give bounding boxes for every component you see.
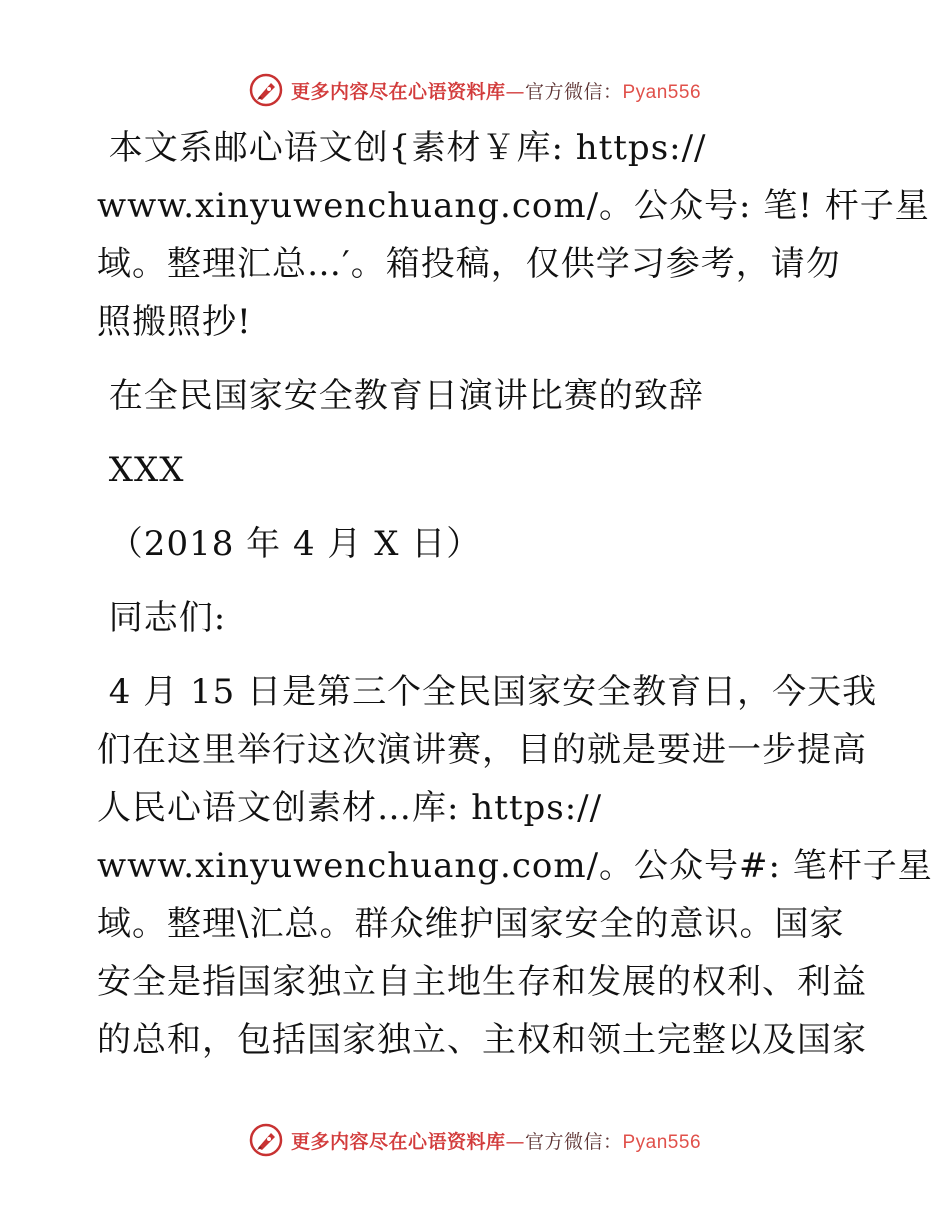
intro-line-4: 照搬照抄! bbox=[97, 302, 252, 342]
banner-wechat-label: 官方微信： bbox=[524, 80, 623, 103]
body-line-7: 的总和，包括国家独立、主权和领土完整以及国家 bbox=[97, 1020, 867, 1060]
banner-brand-text: 更多内容尽在心语资料库 bbox=[290, 80, 506, 103]
footer-wechat-id: Pyan556 bbox=[622, 1131, 702, 1153]
intro-line-1: 本文系邮心语文创{素材￥库: https:// bbox=[97, 128, 707, 168]
speech-salutation: 同志们: bbox=[97, 598, 227, 638]
banner-wechat-id: Pyan556 bbox=[622, 81, 702, 103]
speech-author: XXX bbox=[97, 450, 185, 490]
body-line-2: 们在这里举行这次演讲赛，目的就是要进一步提高 bbox=[97, 730, 867, 770]
header-banner bbox=[0, 68, 950, 112]
speech-date: （2018 年 4 月 X 日） bbox=[97, 524, 482, 564]
body-line-5: 域。整理\汇总。群众维护国家安全的意识。国家 bbox=[97, 904, 845, 944]
intro-line-3: 域。整理汇总…′。箱投稿，仅供学习参考，请勿 bbox=[97, 244, 841, 284]
footer-separator: — bbox=[505, 1130, 525, 1153]
footer-banner bbox=[0, 1118, 950, 1162]
body-line-1: 4 月 15 日是第三个全民国家安全教育日，今天我 bbox=[97, 672, 878, 712]
footer-wechat-label: 官方微信： bbox=[524, 1130, 623, 1153]
pen-nib-seal-icon bbox=[249, 1123, 283, 1157]
body-line-6: 安全是指国家独立自主地生存和发展的权利、利益 bbox=[97, 962, 867, 1002]
speech-title: 在全民国家安全教育日演讲比赛的致辞 bbox=[97, 376, 704, 416]
footer-brand-text: 更多内容尽在心语资料库 bbox=[290, 1130, 506, 1153]
banner-separator: — bbox=[505, 80, 525, 103]
body-line-3: 人民心语文创素材…库: https:// bbox=[97, 788, 603, 828]
body-line-4: www.xinyuwenchuang.com/。公众号#: 笔杆子星 bbox=[97, 846, 933, 886]
intro-line-2: www.xinyuwenchuang.com/。公众号: 笔! 杆子星 bbox=[97, 186, 930, 226]
pen-nib-seal-icon bbox=[249, 73, 283, 107]
